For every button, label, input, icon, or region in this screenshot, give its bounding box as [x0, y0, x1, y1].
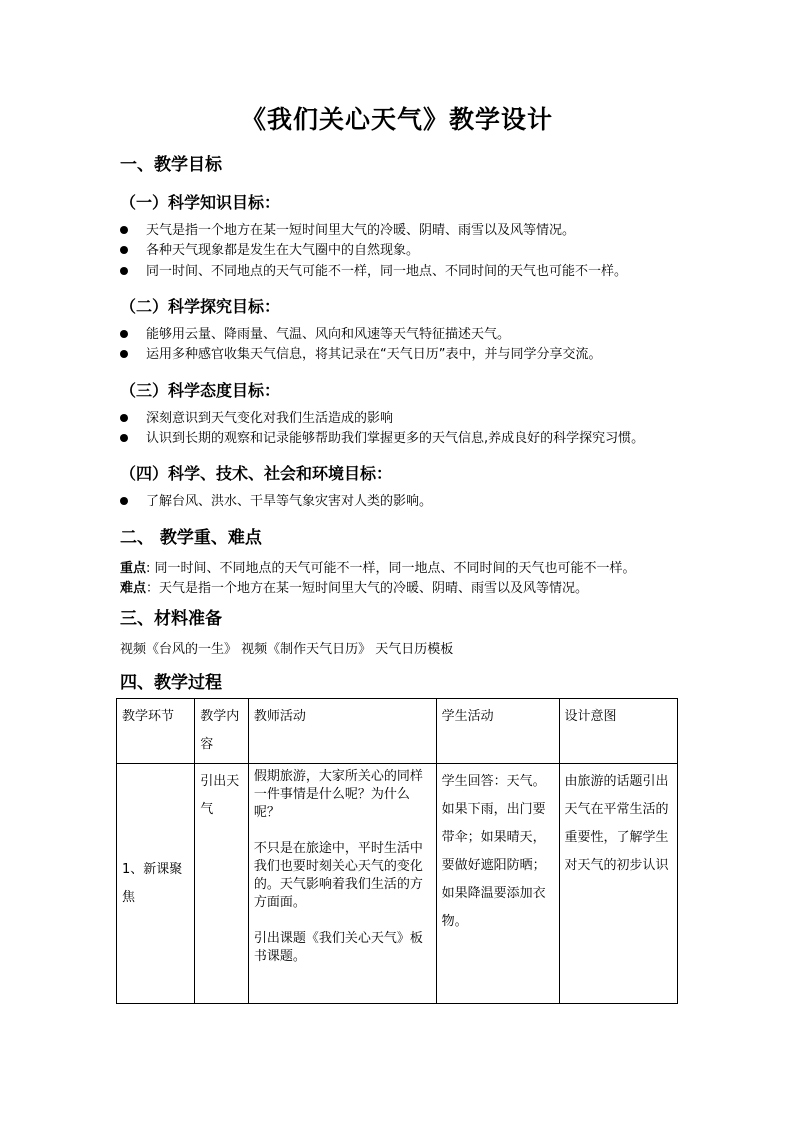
- section-heading-process: 四、教学过程: [120, 673, 222, 693]
- table-cell-stage: 1、新课聚焦: [117, 764, 195, 1004]
- bullet-icon: [120, 267, 128, 275]
- bullet-icon: [120, 414, 128, 422]
- subheading-knowledge: （一）科学知识目标：: [120, 193, 281, 212]
- subheading-inquiry: （二）科学探究目标：: [120, 297, 281, 316]
- table-header-cell: 教学环节: [117, 699, 195, 764]
- bullet-icon: [120, 350, 128, 358]
- table-cell-intent: 由旅游的话题引出天气在平常生活的重要性，了解学生对天气的初步认识: [559, 764, 677, 1004]
- table-cell-student: 学生回答：天气。如果下雨，出门要带伞；如果晴天，要做好遮阳防晒；如果降温要添加衣物。: [436, 764, 559, 1004]
- section-heading-materials: 三、材料准备: [120, 609, 222, 629]
- bullet-icon: [120, 246, 128, 254]
- table-header-cell: 教学内容: [195, 699, 249, 764]
- teacher-activity-p2: 不只是在旅途中，平时生活中我们也要时刻关心天气的变化的。天气影响着我们生活的方方面面。: [253, 841, 423, 910]
- materials-text: 视频《台风的一生》 视频《制作天气日历》 天气日历模板: [120, 642, 454, 657]
- bullet-icon: [120, 330, 128, 338]
- table-header-row: [117, 699, 678, 764]
- difficult-point-label: 难点: [120, 581, 147, 596]
- table-header-cell: 学生活动: [436, 699, 559, 764]
- list-item: 各种天气现象都是发生在大气圈中的自然现象。: [120, 241, 419, 261]
- subheading-attitude: （三）科学态度目标：: [120, 381, 281, 400]
- table-row: [117, 764, 678, 1004]
- list-item: 认识到长期的观察和记录能够帮助我们掌握更多的天气信息,养成良好的科学探究习惯。: [120, 429, 644, 449]
- table-header-cell: 教师活动: [248, 699, 436, 764]
- difficult-point-line: 难点：天气是指一个地方在某一短时间里大气的冷暖、阴晴、雨雪以及风等情况。: [120, 581, 589, 596]
- list-item: 运用多种感官收集天气信息，将其记录在“天气日历”表中，并与同学分享交流。: [120, 345, 601, 365]
- page-title: 《我们关心天气》教学设计: [240, 105, 553, 134]
- subheading-stse: （四）科学、技术、社会和环境目标：: [120, 464, 393, 483]
- list-item: 同一时间、不同地点的天气可能不一样，同一地点、不同时间的天气也可能不一样。: [120, 262, 627, 282]
- section-heading-keypoints: 二、 教学重、难点: [120, 528, 262, 548]
- teacher-activity-p3: 引出课题《我们关心天气》板书课题。: [253, 931, 423, 964]
- section-heading-goals: 一、教学目标: [120, 155, 222, 175]
- list-item: 天气是指一个地方在某一短时间里大气的冷暖、阴晴、雨雪以及风等情况。: [120, 221, 575, 241]
- table-cell-teacher: [248, 764, 436, 1004]
- key-point-line: 重点: 同一时间、不同地点的天气可能不一样，同一地点、不同时间的天气也可能不一样。: [120, 561, 636, 576]
- teaching-process-table: [116, 698, 678, 1004]
- list-item: 了解台风、洪水、干旱等气象灾害对人类的影响。: [120, 492, 432, 512]
- bullet-icon: [120, 434, 128, 442]
- table-header-cell: 设计意图: [559, 699, 677, 764]
- bullet-icon: [120, 497, 128, 505]
- key-point-label: 重点: [120, 561, 147, 576]
- list-item: 能够用云量、降雨量、气温、风向和风速等天气特征描述天气。: [120, 325, 510, 345]
- bullet-icon: [120, 226, 128, 234]
- list-item: 深刻意识到天气变化对我们生活造成的影响: [120, 409, 393, 429]
- teacher-activity-p1: 假期旅游，大家所关心的同样一件事情是什么呢？为什么呢？: [253, 769, 423, 820]
- table-cell-content: 引出天气: [195, 764, 249, 1004]
